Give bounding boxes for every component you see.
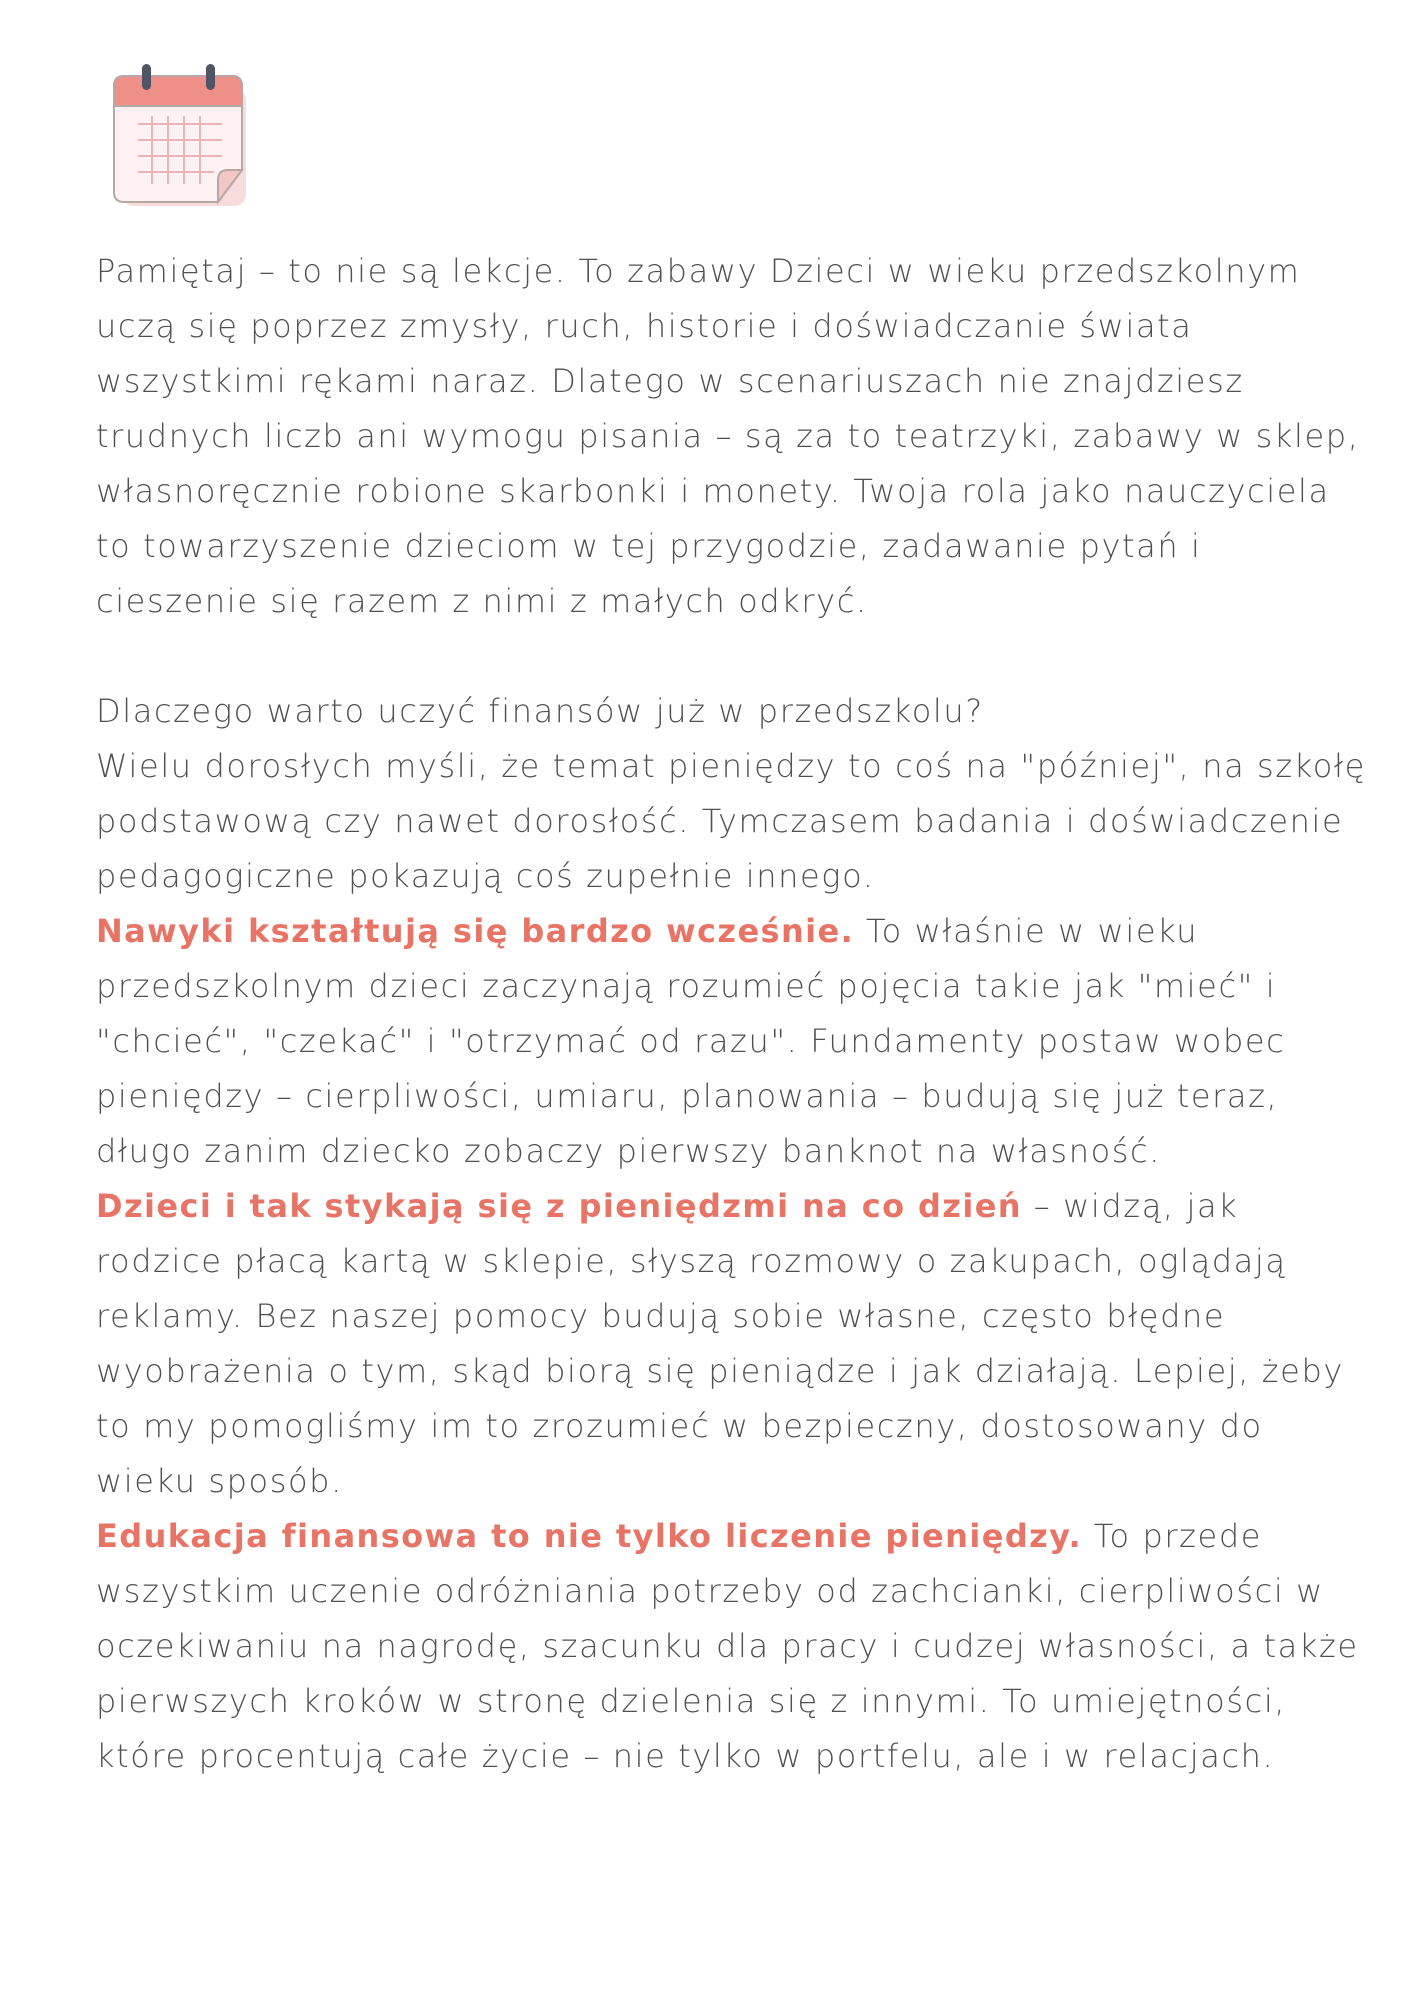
section-question: Dlaczego warto uczyć finansów już w przedszkolu? [96, 692, 984, 730]
document-body [96, 244, 1366, 1784]
habits-paragraph [96, 904, 1366, 1179]
calendar-icon [108, 62, 254, 218]
education-highlight: Edukacja finansowa to nie tylko liczenie pieniędzy. [96, 1517, 1083, 1555]
habits-text: To właśnie w wieku przedszkolnym dzieci zaczynają rozumieć pojęcia takie jak "mieć" i "chcieć", "czekać" i "otrzymać od razu". Fundamenty postaw wobec pieniędzy – cierpliwości, umiaru, planowania – budują się już teraz, długo zanim dziecko zobaczy pierwszy banknot na własność. [96, 912, 1286, 1170]
intro-paragraph: Pamiętaj – to nie są lekcje. To zabawy Dzieci w wieku przedszkolnym uczą się poprzez zmysły, ruch, historie i doświadczanie świata wszystkimi rękami naraz. Dlatego w scenariuszach nie znajdziesz trudnych liczb ani wymogu pisania – są za to teatrzyki, zabawy w sklep, własnoręcznie robione skarbonki i monety. Twoja rola jako nauczyciela to towarzyszenie dzieciom w tej przygodzie, zadawanie pytań i cieszenie się razem z nimi z małych odkryć. [96, 252, 1360, 620]
contact-paragraph [96, 1179, 1366, 1509]
contact-text: – widzą, jak rodzice płacą kartą w sklepie, słyszą rozmowy o zakupach, oglądają reklamy. Bez naszej pomocy budują sobie własne, często błędne wyobrażenia o tym, skąd biorą się pieniądze i jak działają. Lepiej, żeby to my pomogliśmy im to zrozumieć w bezpieczny, dostosowany do wieku sposób. [96, 1187, 1344, 1500]
education-text: To przede wszystkim uczenie odróżniania potrzeby od zachcianki, cierpliwości w oczekiwaniu na nagrodę, szacunku dla pracy i cudzej własności, a także pierwszych kroków w stronę dzielenia się z innymi. To umiejętności, które procentują całe życie – nie tylko w portfelu, ale i w relacjach. [96, 1517, 1359, 1775]
education-paragraph [96, 1509, 1366, 1784]
habits-highlight: Nawyki kształtują się bardzo wcześnie. [96, 912, 855, 950]
contact-highlight: Dzieci i tak stykają się z pieniędzmi na co dzień [96, 1187, 1022, 1225]
why-paragraph: Wielu dorosłych myśli, że temat pieniędzy to coś na "później", na szkołę podstawową czy nawet dorosłość. Tymczasem badania i doświadczenie pedagogiczne pokazują coś zupełnie innego. [96, 747, 1366, 895]
paragraph-spacer [96, 629, 1366, 684]
